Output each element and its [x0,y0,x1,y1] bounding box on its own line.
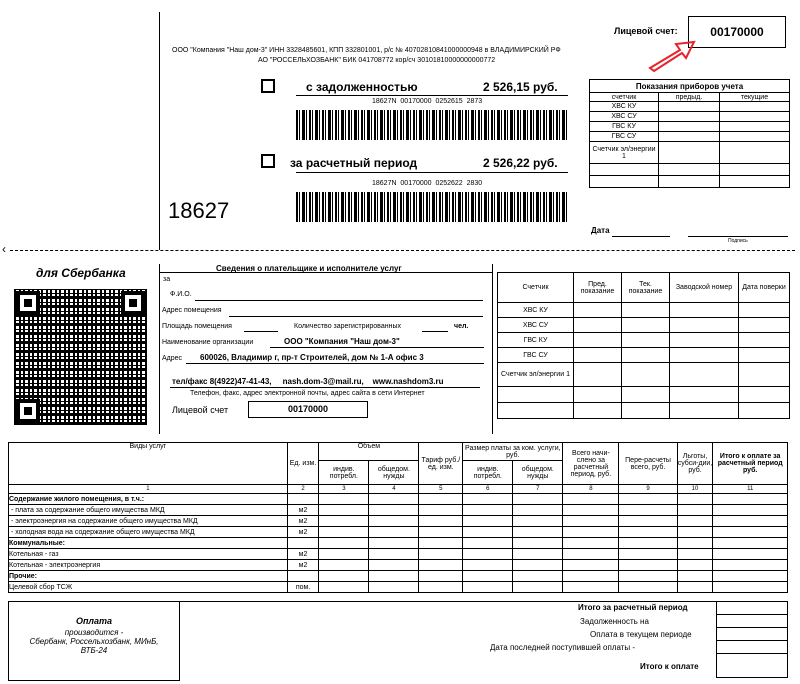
col-num: 5 [419,485,463,494]
service-cell[interactable] [513,516,563,527]
period-label: за расчетный период [290,156,418,170]
service-row [9,516,788,527]
big-number: 18627 [168,198,230,223]
service-row [9,549,788,560]
service-cell[interactable] [419,538,463,549]
service-cell[interactable] [513,494,563,505]
area-line [244,331,278,332]
meters-mid-cell[interactable] [670,303,739,318]
service-row [9,505,788,516]
debt-label: с задолженностью [306,80,418,94]
paid-label: Оплата в текущем периоде [590,630,692,639]
meters-top-row [590,176,659,188]
service-cell[interactable] [713,549,788,560]
service-cell[interactable] [619,571,677,582]
period-amount: 2 526,22 руб. [483,156,558,170]
fio-line [195,300,483,301]
meters-mid-row: ХВС КУ [498,303,574,318]
total-period-label: Итого за расчетный период [578,603,688,612]
top-left-border [159,12,160,250]
service-cell[interactable] [677,516,713,527]
meters-mid-cell[interactable] [739,387,790,403]
info-za: за [163,276,171,283]
service-cell[interactable] [419,516,463,527]
meters-top-row: Счетчик эл/энергии 1 [590,142,659,164]
meters-mid-cell[interactable] [574,403,622,419]
col-num: 7 [513,485,563,494]
service-unit [287,571,319,582]
total-period-value[interactable] [717,602,788,615]
col-num: 1 [9,485,288,494]
period-code: 18627N 00170000 0252622 2830 [372,180,483,187]
service-cell[interactable] [419,527,463,538]
meters-mid-header: Дата поверки [739,273,790,303]
info-address-value: 600026, Владимир г, пр-т Строителей, дом № 1-А офис 3 [200,353,424,362]
meters-top-header: счетчик [590,93,659,102]
pay-text1: производится - [64,628,124,637]
service-cell[interactable] [563,494,619,505]
meters-top-header: предыд. [659,93,720,102]
debt-underline [296,95,568,96]
meters-top-cur[interactable] [720,102,790,112]
period-barcode [296,192,568,222]
info-address-room: Адрес помещения [162,307,222,314]
service-cell[interactable] [463,527,513,538]
service-cell[interactable] [713,527,788,538]
services-header: Размер платы за ком. услуги, руб. [463,443,563,461]
service-cell[interactable] [563,582,619,593]
meters-mid-cell[interactable] [622,318,670,333]
account-label: Лицевой счет: [614,26,678,36]
service-cell[interactable] [563,560,619,571]
meters-mid-cell[interactable] [739,348,790,363]
service-cell[interactable] [419,560,463,571]
meters-top-row: ГВС КУ [590,122,659,132]
info-org-name: ООО "Компания "Наш дом-3" [284,337,400,346]
service-row [9,582,788,593]
meters-mid-cell[interactable] [622,363,670,387]
service-row [9,571,788,582]
info-address-label: Адрес [162,355,183,362]
service-cell[interactable] [563,527,619,538]
service-cell[interactable] [513,527,563,538]
service-cell[interactable] [419,582,463,593]
service-cell[interactable] [369,571,419,582]
meters-mid-header: Заводской номер [670,273,739,303]
meters-mid-row: Счетчик эл/энергии 1 [498,363,574,387]
cut-line [10,250,795,251]
service-cell[interactable] [463,538,513,549]
service-name: - плата за содержание общего имущества МКД [9,505,288,516]
meters-top-cur[interactable] [720,112,790,122]
service-cell[interactable] [419,549,463,560]
col-num: 2 [287,485,319,494]
meters-mid-cell[interactable] [574,303,622,318]
service-cell[interactable] [513,582,563,593]
to-pay-value[interactable] [717,654,788,678]
service-cell[interactable] [369,505,419,516]
service-unit: м2 [287,560,319,571]
service-cell[interactable] [713,560,788,571]
services-header: Ед. изм. [287,443,319,485]
service-cell[interactable] [419,494,463,505]
services-subheader: общедом. нужды [513,461,563,485]
service-cell[interactable] [677,527,713,538]
meters-mid-header: Тек. показание [622,273,670,303]
meters-mid-cell[interactable] [622,348,670,363]
info-title: Сведения о плательщике и исполнителе услуг [216,264,402,273]
paid-value[interactable] [717,628,788,641]
debt-amount: 2 526,15 руб. [483,80,558,94]
service-cell[interactable] [563,538,619,549]
service-cell[interactable] [563,516,619,527]
service-name: Прочие: [9,571,288,582]
service-cell[interactable] [369,538,419,549]
debt-barcode [296,110,568,140]
info-left-border [159,264,160,434]
address-room-line [229,316,483,317]
signature-line [688,236,788,237]
address-line [186,363,484,364]
service-cell[interactable] [319,505,369,516]
service-cell[interactable] [677,494,713,505]
service-cell[interactable] [369,582,419,593]
service-cell[interactable] [619,527,677,538]
meters-mid-cell[interactable] [622,403,670,419]
service-cell[interactable] [619,538,677,549]
meters-mid-cell[interactable] [739,403,790,419]
service-cell[interactable] [463,571,513,582]
service-unit [287,494,319,505]
service-name: Целевой сбор ТСЖ [9,582,288,593]
service-cell[interactable] [513,560,563,571]
service-cell[interactable] [369,527,419,538]
services-header: Итого к оплате за расчетный период руб. [713,443,788,485]
service-cell[interactable] [677,582,713,593]
meters-mid-cell[interactable] [670,363,739,387]
service-cell[interactable] [463,516,513,527]
service-cell[interactable] [619,549,677,560]
meters-top-title: Показания приборов учета [590,80,790,93]
meters-mid-cell[interactable] [739,303,790,318]
service-cell[interactable] [677,560,713,571]
col-num: 6 [463,485,513,494]
meters-top-row [590,164,659,176]
info-area: Площадь помещения [162,323,232,330]
service-cell[interactable] [713,538,788,549]
services-header: Всего начи-слено за расчетный период, руб. [563,443,619,485]
meters-mid-cell[interactable] [622,303,670,318]
service-cell[interactable] [513,505,563,516]
service-cell[interactable] [563,505,619,516]
service-row [9,560,788,571]
service-name: Содержание жилого помещения, в т.ч.: [9,494,288,505]
red-arrow-icon [646,38,698,72]
service-cell[interactable] [563,571,619,582]
service-cell[interactable] [513,549,563,560]
service-cell[interactable] [319,560,369,571]
service-name: - электроэнергия на содержание общего имущества МКД [9,516,288,527]
debt-on-label: Задолженность на [580,617,649,626]
company-line2: АО "РОССЕЛЬХОЗБАНК" БИК 041708772 кор/сч 30101810000000000772 [258,57,496,64]
service-cell[interactable] [677,538,713,549]
meters-top-cur[interactable] [720,164,790,176]
service-cell[interactable] [463,494,513,505]
meters-mid-cell[interactable] [622,333,670,348]
service-cell[interactable] [319,549,369,560]
col-num: 11 [713,485,788,494]
service-cell[interactable] [713,582,788,593]
meters-mid-cell[interactable] [574,363,622,387]
meters-mid-row: ХВС СУ [498,318,574,333]
info-persons: чел. [454,323,469,330]
col-num: 8 [563,485,619,494]
info-right-border [492,264,493,434]
service-cell[interactable] [677,549,713,560]
meters-mid-row [498,403,574,419]
date-label: Дата [591,226,610,235]
info-org-label: Наименование организации [162,339,254,346]
payment-info-box [8,601,180,681]
service-cell[interactable] [463,582,513,593]
meters-top-prev[interactable] [659,112,720,122]
footer-top-border [180,601,788,602]
services-header: Льготы, субси-дии, руб. [677,443,713,485]
meters-mid-row: ГВС КУ [498,333,574,348]
service-cell[interactable] [563,549,619,560]
meters-top-prev[interactable] [659,176,720,188]
footer-values-table [716,601,788,678]
info-contacts-caption: Телефон, факс, адрес электронной почты, адрес сайта в сети Интернет [190,390,425,397]
meters-mid-cell[interactable] [670,318,739,333]
service-name: Котельная - газ [9,549,288,560]
service-cell[interactable] [369,516,419,527]
service-cell[interactable] [463,505,513,516]
meters-top-cur[interactable] [720,142,790,164]
scissors-mark: ‹ [2,242,6,256]
service-cell[interactable] [369,549,419,560]
debt-checkbox[interactable] [261,79,275,93]
service-row [9,538,788,549]
col-num: 4 [369,485,419,494]
contacts-line [170,387,480,388]
meters-mid-cell[interactable] [574,318,622,333]
service-cell[interactable] [513,571,563,582]
services-subheader: общедом. нужды [369,461,419,485]
service-cell[interactable] [619,494,677,505]
debt-value[interactable] [717,615,788,628]
service-cell[interactable] [713,505,788,516]
service-cell[interactable] [513,538,563,549]
meters-mid-cell[interactable] [622,387,670,403]
company-line1: ООО "Компания "Наш дом-3" ИНН 3328485601, КПП 332801001, р/с № 40702810841000000948 в ВЛАДИМИРСКИЙ РФ [172,47,561,54]
meters-mid-row: ГВС СУ [498,348,574,363]
service-cell[interactable] [619,560,677,571]
service-cell[interactable] [619,516,677,527]
service-cell[interactable] [419,571,463,582]
meters-top-row: ГВС СУ [590,132,659,142]
service-cell[interactable] [319,527,369,538]
info-fio: Ф.И.О. [170,291,192,298]
org-line [270,347,484,348]
meters-top-prev[interactable] [659,122,720,132]
service-cell[interactable] [463,560,513,571]
service-cell[interactable] [369,560,419,571]
service-unit: пом. [287,582,319,593]
info-account-label: Лицевой счет [172,405,229,415]
meters-top-header: текущие [720,93,790,102]
meters-top-prev[interactable] [659,164,720,176]
date-line [612,236,670,237]
signature-label: Подпись [728,238,748,244]
meters-mid-cell[interactable] [574,333,622,348]
account-number-box: 00170000 [688,16,786,48]
service-cell[interactable] [463,549,513,560]
service-name: Котельная - электроэнергия [9,560,288,571]
meters-top-cur[interactable] [720,122,790,132]
meters-top-cur[interactable] [720,176,790,188]
meters-mid-row [498,387,574,403]
period-checkbox[interactable] [261,154,275,168]
meters-mid-cell[interactable] [574,387,622,403]
service-cell[interactable] [319,582,369,593]
service-row [9,494,788,505]
to-pay-label: Итого к оплате [640,662,699,671]
services-table [8,442,788,593]
service-cell[interactable] [713,494,788,505]
col-num: 9 [619,485,677,494]
services-header: Пере-расчеты всего, руб. [619,443,677,485]
meters-mid-cell[interactable] [670,403,739,419]
meters-top-row: ХВС СУ [590,112,659,122]
meters-mid-table [497,272,790,419]
service-unit: м2 [287,549,319,560]
service-cell[interactable] [319,571,369,582]
service-unit: м2 [287,505,319,516]
col-num: 3 [319,485,369,494]
meters-mid-cell[interactable] [739,333,790,348]
meters-mid-header: Пред. показание [574,273,622,303]
meters-mid-header: Счетчик [498,273,574,303]
sberbank-label: для Сбербанка [36,266,126,280]
meters-mid-cell[interactable] [739,363,790,387]
service-cell[interactable] [369,494,419,505]
meters-mid-cell[interactable] [670,387,739,403]
period-underline [296,172,568,173]
pay-text2: Сбербанк, Россельхозбанк, МИнБ, [29,637,159,646]
service-row [9,527,788,538]
pay-title: Оплата [75,616,113,626]
service-cell[interactable] [319,538,369,549]
services-header: Тариф руб./ед. изм. [419,443,463,485]
meters-mid-cell[interactable] [739,318,790,333]
service-cell[interactable] [713,516,788,527]
meters-top-row: ХВС КУ [590,102,659,112]
service-cell[interactable] [713,571,788,582]
service-name: - холодная вода на содержание общего имущества МКД [9,527,288,538]
service-unit: м2 [287,527,319,538]
service-unit [287,538,319,549]
service-cell[interactable] [677,571,713,582]
service-cell[interactable] [419,505,463,516]
service-cell[interactable] [619,582,677,593]
info-contacts: тел/факс 8(4922)47-41-43, nash.dom-3@mail.ru, www.nashdom3.ru [172,377,444,386]
meters-top-prev[interactable] [659,102,720,112]
meters-top-prev[interactable] [659,142,720,164]
meters-top-table [589,79,790,188]
meters-top-cur[interactable] [720,132,790,142]
service-cell[interactable] [619,505,677,516]
service-cell[interactable] [319,516,369,527]
meters-mid-cell[interactable] [574,348,622,363]
info-account-value: 00170000 [248,401,368,418]
last-paid-label: Дата последней поступившей оплаты - [490,643,636,652]
services-subheader: индив. потребл. [463,461,513,485]
service-name: Коммунальные: [9,538,288,549]
registered-line [422,331,448,332]
service-cell[interactable] [319,494,369,505]
services-subheader: индив. потребл. [319,461,369,485]
services-header: Объем [319,443,419,461]
qr-code [14,289,147,425]
meters-top-prev[interactable] [659,132,720,142]
last-paid-value[interactable] [717,641,788,654]
debt-code: 18627N 00170000 0252615 2873 [372,98,483,105]
service-unit: м2 [287,516,319,527]
info-registered: Количество зарегистрированных [294,323,401,330]
pay-text3: ВТБ-24 [80,646,108,655]
meters-mid-cell[interactable] [670,348,739,363]
services-header: Виды услуг [9,443,288,485]
service-cell[interactable] [677,505,713,516]
col-num: 10 [677,485,713,494]
meters-mid-cell[interactable] [670,333,739,348]
